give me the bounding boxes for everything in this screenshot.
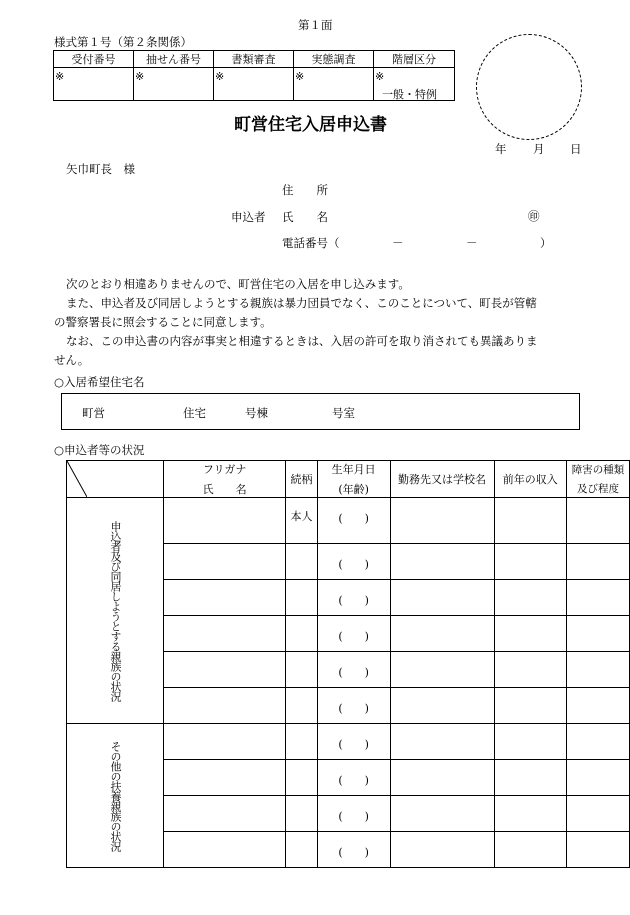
birth-cell[interactable]: ( ) — [317, 724, 390, 760]
processing-table — [53, 50, 455, 101]
form-title: 町営住宅入居申込書 — [234, 115, 387, 135]
corner-cell — [67, 461, 164, 498]
disability-cell[interactable] — [566, 652, 629, 688]
form-number: 様式第１号（第２条関係） — [54, 35, 192, 49]
workplace-cell[interactable] — [390, 760, 494, 796]
name-cell[interactable] — [164, 760, 286, 796]
header-document-review: 書類審査 — [214, 51, 294, 68]
workplace-cell[interactable] — [390, 832, 494, 868]
header-disability — [566, 461, 629, 498]
table-row — [67, 498, 630, 544]
tier-class-cell[interactable] — [374, 68, 455, 101]
birth-cell[interactable]: ( ) — [317, 688, 390, 724]
date-year: 年 — [495, 142, 507, 156]
income-cell[interactable] — [494, 832, 566, 868]
income-cell[interactable] — [494, 580, 566, 616]
relation-cell[interactable] — [286, 688, 318, 724]
workplace-cell[interactable] — [390, 688, 494, 724]
house-house-label: 住宅 — [183, 406, 206, 420]
header-birth — [317, 461, 390, 498]
income-cell[interactable] — [494, 652, 566, 688]
onsite-survey-cell[interactable] — [294, 68, 374, 101]
house-room-label: 号室 — [332, 406, 355, 420]
dependents-group-label: その他の扶養親族の状況 — [67, 724, 164, 868]
birth-cell[interactable]: ( ) — [317, 760, 390, 796]
applicant-label: 申込者 — [231, 210, 266, 224]
workplace-cell[interactable] — [390, 796, 494, 832]
income-cell[interactable] — [494, 760, 566, 796]
name-cell[interactable] — [164, 498, 286, 544]
header-age: (年齢) — [338, 483, 369, 496]
house-section-heading: ○入居希望住宅名 — [54, 375, 145, 389]
address-label: 住 所 — [282, 183, 328, 197]
relation-cell[interactable] — [286, 580, 318, 616]
header-full-name: 氏 名 — [202, 483, 247, 496]
header-workplace: 勤務先又は学校名 — [390, 461, 494, 498]
desired-house-box[interactable] — [61, 393, 580, 430]
declaration-line-4: なお、この申込書の内容が事実と相違するときは、入居の許可を取り消されても異議ありま — [66, 334, 538, 348]
header-disability-type: 障害の種類 — [571, 464, 625, 476]
disability-cell[interactable] — [566, 832, 629, 868]
header-onsite-survey: 実態調査 — [294, 51, 374, 68]
relation-cell[interactable] — [286, 616, 318, 652]
income-cell[interactable] — [494, 796, 566, 832]
header-disability-degree: 及び程度 — [576, 483, 619, 495]
name-cell[interactable] — [164, 616, 286, 652]
name-cell[interactable] — [164, 724, 286, 760]
page-label: 第１面 — [298, 18, 333, 32]
date-day: 日 — [570, 142, 582, 156]
disability-cell[interactable] — [566, 724, 629, 760]
birth-cell[interactable]: ( ) — [317, 652, 390, 688]
official-use-mark: ※ — [295, 70, 305, 83]
addressee: 矢巾町長 様 — [66, 162, 135, 176]
birth-cell[interactable]: ( ) — [317, 616, 390, 652]
disability-cell[interactable] — [566, 498, 629, 544]
name-cell[interactable] — [164, 796, 286, 832]
seal-mark: ㊞ — [528, 209, 540, 223]
birth-cell[interactable]: ( ) — [317, 832, 390, 868]
header-tier-class: 階層区分 — [374, 51, 455, 68]
disability-cell[interactable] — [566, 796, 629, 832]
seal-circle — [476, 34, 582, 140]
name-cell[interactable] — [164, 652, 286, 688]
lottery-number-cell[interactable] — [134, 68, 214, 101]
official-use-mark: ※ — [55, 70, 65, 83]
phone-dash-2: － — [466, 236, 478, 250]
document-review-cell[interactable] — [214, 68, 294, 101]
birth-cell[interactable]: ( ) — [317, 498, 390, 544]
relation-cell[interactable] — [286, 760, 318, 796]
date-month: 月 — [533, 142, 545, 156]
income-cell[interactable] — [494, 616, 566, 652]
workplace-cell[interactable] — [390, 616, 494, 652]
header-name — [164, 461, 286, 498]
reception-number-cell[interactable] — [54, 68, 134, 101]
birth-cell[interactable]: ( ) — [317, 796, 390, 832]
disability-cell[interactable] — [566, 544, 629, 580]
birth-cell[interactable]: ( ) — [317, 544, 390, 580]
header-relation: 続柄 — [286, 461, 318, 498]
household-table — [66, 460, 630, 868]
house-building-label: 号棟 — [245, 406, 268, 420]
declaration-line-3: の警察署長に照会することに同意します。 — [54, 315, 272, 329]
relation-cell[interactable] — [286, 832, 318, 868]
birth-cell[interactable]: ( ) — [317, 580, 390, 616]
declaration-line-5: せん。 — [54, 353, 90, 367]
header-furigana: フリガナ — [202, 463, 247, 476]
relation-cell[interactable] — [286, 544, 318, 580]
header-birthdate: 生年月日 — [331, 463, 376, 476]
status-section-heading: ○申込者等の状況 — [54, 443, 145, 457]
income-cell[interactable] — [494, 688, 566, 724]
disability-cell[interactable] — [566, 688, 629, 724]
official-use-mark: ※ — [375, 70, 385, 83]
cohabitant-group-label: 申込者及び同居しようとする親族の状況 — [67, 498, 164, 724]
relation-cell[interactable]: 本人 — [286, 498, 318, 544]
name-cell[interactable] — [164, 688, 286, 724]
income-cell[interactable] — [494, 544, 566, 580]
corner-diagonal — [67, 461, 87, 497]
header-reception-number: 受付番号 — [54, 51, 134, 68]
name-cell[interactable] — [164, 544, 286, 580]
name-cell[interactable] — [164, 580, 286, 616]
phone-label: 電話番号（ — [282, 236, 340, 250]
relation-cell[interactable] — [286, 652, 318, 688]
header-income: 前年の収入 — [494, 461, 566, 498]
disability-cell[interactable] — [566, 760, 629, 796]
official-use-mark: ※ — [215, 70, 225, 83]
income-cell[interactable] — [494, 498, 566, 544]
house-town-label: 町営 — [82, 406, 105, 420]
relation-cell[interactable] — [286, 796, 318, 832]
workplace-cell[interactable] — [390, 652, 494, 688]
table-row — [67, 724, 630, 760]
tier-note: 一般・特例 — [382, 88, 437, 101]
official-use-mark: ※ — [135, 70, 145, 83]
declaration-line-1: 次のとおり相違ありませんので、町営住宅の入居を申し込みます。 — [66, 277, 410, 291]
workplace-cell[interactable] — [390, 544, 494, 580]
workplace-cell[interactable] — [390, 580, 494, 616]
name-label: 氏 名 — [282, 210, 328, 224]
disability-cell[interactable] — [566, 580, 629, 616]
relation-cell[interactable] — [286, 724, 318, 760]
disability-cell[interactable] — [566, 616, 629, 652]
phone-close: ） — [540, 236, 552, 250]
phone-dash-1: － — [392, 236, 404, 250]
income-cell[interactable] — [494, 724, 566, 760]
name-cell[interactable] — [164, 832, 286, 868]
declaration-line-2: また、申込者及び同居しようとする親族は暴力団員でなく、このことについて、町長が管轄 — [66, 296, 537, 310]
workplace-cell[interactable] — [390, 498, 494, 544]
header-lottery-number: 抽せん番号 — [134, 51, 214, 68]
workplace-cell[interactable] — [390, 724, 494, 760]
